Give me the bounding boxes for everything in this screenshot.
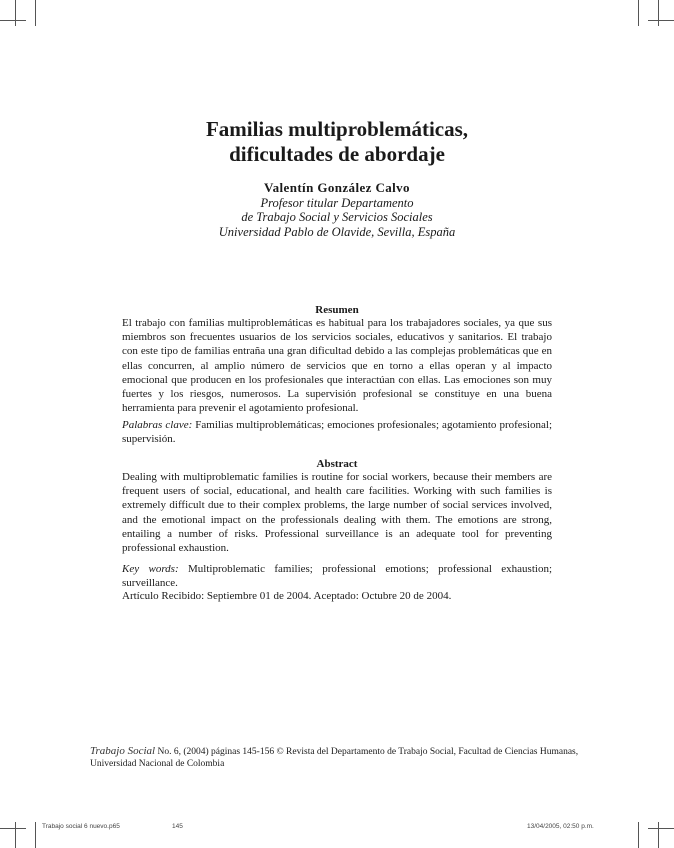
title-line-1: Familias multiproblemáticas, — [205, 117, 469, 141]
keywords-text: Multiproblematic families; professional emotions; professional exhaustion; surveillance. — [122, 563, 552, 590]
keywords-label: Palabras clave: — [122, 419, 193, 431]
abstract-keywords — [122, 562, 552, 590]
article-dates: Artículo Recibido: Septiembre 01 de 2004. Aceptado: Octubre 20 de 2004. — [122, 590, 452, 602]
author-name: Valentín González Calvo — [264, 180, 410, 195]
abstract-body: Dealing with multiproblematic families is routine for social workers, because their members are frequent users of social, educational, and health care facilities. Working with such families is extremely difficult due to their complex problems, the large number of social services involved, and the emotional impact on the professionals dealing with them. The emotions are strong, entailing a number of risks. Professional surveillance is an adequate tool for preventing professional exhaustion. — [122, 471, 552, 555]
abstract-heading: Abstract — [316, 458, 358, 470]
crop-mark — [35, 822, 36, 848]
journal-name: Trabajo Social — [90, 745, 156, 757]
crop-mark — [638, 822, 639, 848]
affiliation-line-2: de Trabajo Social y Servicios Sociales — [241, 210, 433, 224]
journal-footer — [90, 745, 590, 770]
crop-mark — [648, 828, 674, 829]
crop-mark — [0, 20, 26, 21]
affiliation-line-3: Universidad Pablo de Olavide, Sevilla, España — [218, 224, 456, 239]
keywords-label: Key words: — [122, 563, 179, 575]
print-slug-timestamp: 13/04/2005, 02:50 p.m. — [527, 823, 594, 830]
crop-mark — [35, 0, 36, 26]
crop-mark — [658, 822, 659, 848]
title-line-2: dificultades de abordaje — [229, 142, 445, 166]
crop-mark — [15, 822, 16, 848]
resumen-heading: Resumen — [315, 304, 359, 316]
university: Universidad Nacional de Colombia — [90, 759, 225, 769]
resumen-body: El trabajo con familias multiproblemáticas es habitual para los trabajadores sociales, ya que sus miembros son frecuentes usuarios de los servicios sociales, educativos y sanitarios. El trabajo con este tipo de familias entraña una gran dificultad debido a las complejas problemáticas que en ellas concurren, al amplio número de servicios que en torno a ellas operan y al impacto emocional que producen en los profesionales que interactúan con ellas. Las emociones son muy fuertes y los riesgos, numerosos. La supervisión profesional se constituye en una buena herramienta para prevenir el agotamiento profesional. — [122, 317, 552, 415]
crop-mark — [0, 828, 26, 829]
crop-mark — [648, 20, 674, 21]
print-slug-file: Trabajo social 6 nuevo.p65 — [42, 823, 120, 830]
crop-mark — [15, 0, 16, 26]
crop-mark — [658, 0, 659, 26]
print-slug-page: 145 — [172, 823, 183, 830]
resumen-keywords — [122, 418, 552, 446]
author-block — [0, 181, 674, 239]
keywords-text: Familias multiproblemáticas; emociones profesionales; agotamiento profesional; supervisión. — [122, 419, 553, 446]
crop-mark — [638, 0, 639, 26]
affiliation-line-1: Profesor titular Departamento — [260, 195, 414, 210]
citation: No. 6, (2004) páginas 145-156 © Revista del Departamento de Trabajo Social, Facultad de Ciencias Humanas, — [157, 747, 579, 757]
article-title — [0, 117, 674, 167]
